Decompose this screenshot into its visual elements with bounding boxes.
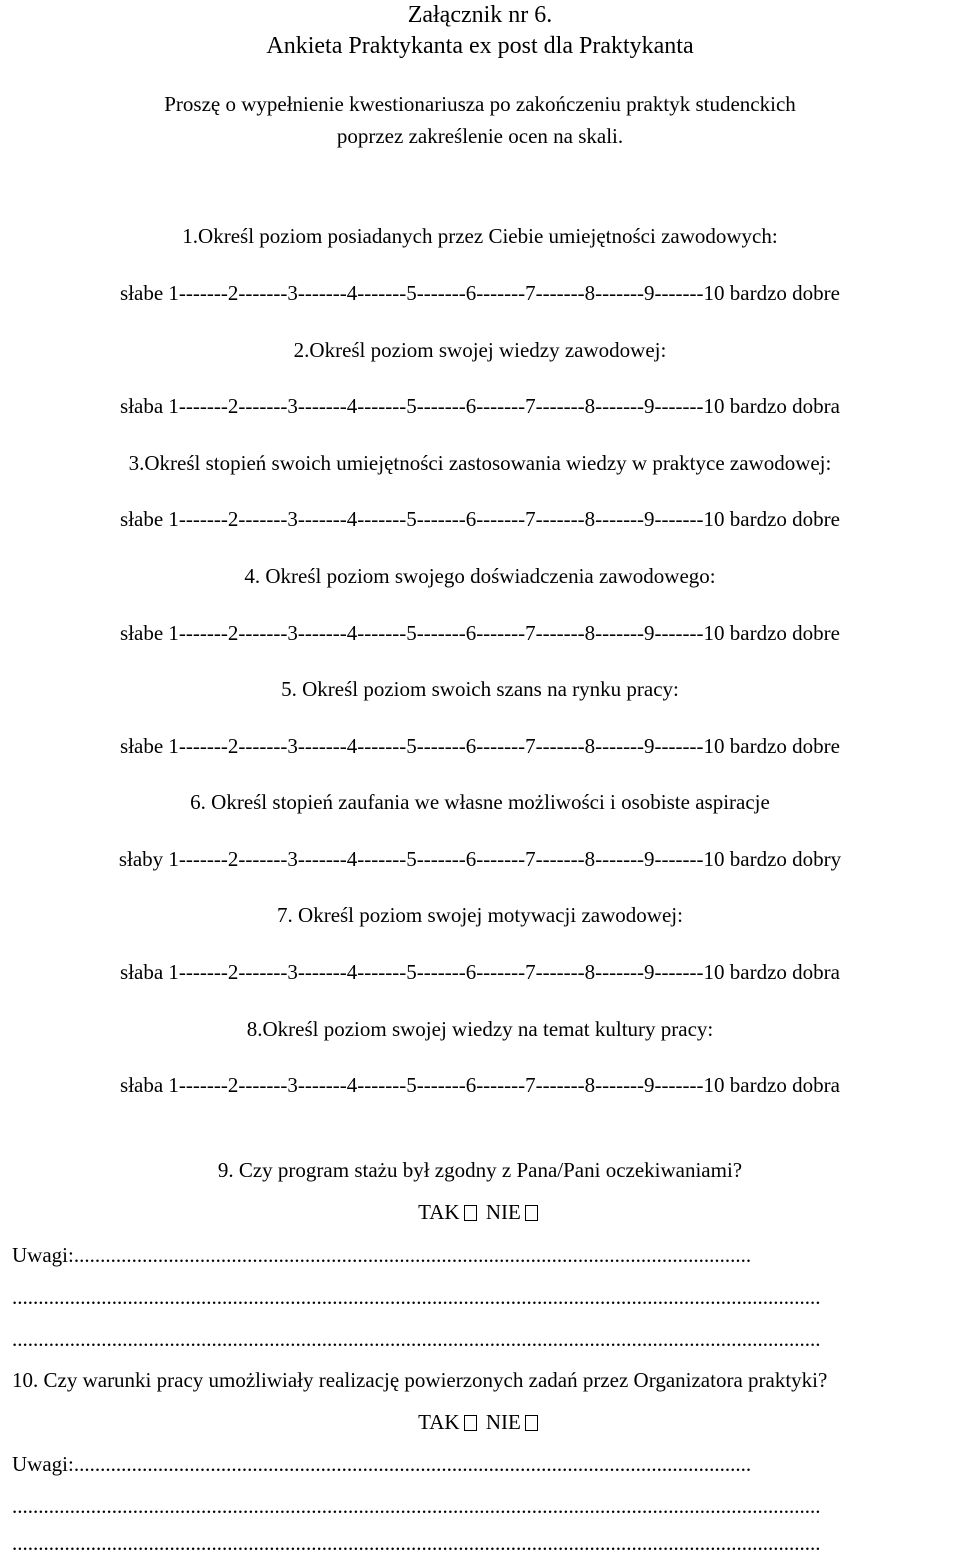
question-9-remarks-line-3[interactable]: .......................................................................................................................................................... xyxy=(12,1327,821,1351)
question-10-no-label: NIE xyxy=(485,1410,521,1434)
question-1-scale[interactable]: słabe 1-------2-------3-------4-------5-------6-------7-------8-------9-------10 bardzo dobre xyxy=(120,281,840,305)
question-10-remarks-line-2[interactable]: .......................................................................................................................................................... xyxy=(12,1494,821,1518)
question-10-yes-checkbox[interactable] xyxy=(464,1415,477,1431)
question-8-scale[interactable]: słaba 1-------2-------3-------4-------5-------6-------7-------8-------9-------10 bardzo dobra xyxy=(120,1073,840,1097)
question-4-text: 4. Określ poziom swojego doświadczenia zawodowego: xyxy=(244,564,716,588)
question-1-text: 1.Określ poziom posiadanych przez Ciebie umiejętności zawodowych: xyxy=(182,224,778,248)
question-6-text: 6. Określ stopień zaufania we własne możliwości i osobiste aspiracje xyxy=(190,790,770,814)
annex-label: Załącznik nr 6. xyxy=(407,2,553,28)
question-9-remarks-line-2[interactable]: .......................................................................................................................................................... xyxy=(12,1285,821,1309)
question-10-choices xyxy=(0,1409,960,1435)
question-5-scale[interactable]: słabe 1-------2-------3-------4-------5-------6-------7-------8-------9-------10 bardzo dobre xyxy=(120,734,840,758)
question-10-remarks-line-3[interactable]: .......................................................................................................................................................... xyxy=(12,1531,821,1555)
question-7-scale[interactable]: słaba 1-------2-------3-------4-------5-------6-------7-------8-------9-------10 bardzo dobra xyxy=(120,960,840,984)
question-3-scale[interactable]: słabe 1-------2-------3-------4-------5-------6-------7-------8-------9-------10 bardzo dobre xyxy=(120,507,840,531)
question-10-no-checkbox[interactable] xyxy=(525,1415,538,1431)
question-7-text: 7. Określ poziom swojej motywacji zawodowej: xyxy=(277,903,683,927)
question-2-scale[interactable]: słaba 1-------2-------3-------4-------5-------6-------7-------8-------9-------10 bardzo dobra xyxy=(120,394,840,418)
question-3-text: 3.Określ stopień swoich umiejętności zastosowania wiedzy w praktyce zawodowej: xyxy=(128,451,832,475)
question-9-remarks-field[interactable]: Uwagi:................................................................................................................................. xyxy=(12,1243,752,1267)
document-title: Ankieta Praktykanta ex post dla Praktykanta xyxy=(266,33,694,59)
question-9-yes-checkbox[interactable] xyxy=(464,1205,477,1221)
question-9-text: 9. Czy program stażu był zgodny z Pana/Pani oczekiwaniami? xyxy=(217,1158,743,1182)
intro-line-1: Proszę o wypełnienie kwestionariusza po zakończeniu praktyk studenckich xyxy=(164,92,796,116)
question-6-scale[interactable]: słaby 1-------2-------3-------4-------5-------6-------7-------8-------9-------10 bardzo dobry xyxy=(118,847,842,871)
question-10-yes-label: TAK xyxy=(418,1410,460,1434)
question-10-text: 10. Czy warunki pracy umożliwiały realizację powierzonych zadań przez Organizatora praktyki? xyxy=(12,1368,828,1392)
question-5-text: 5. Określ poziom swoich szans na rynku pracy: xyxy=(281,677,679,701)
question-9-no-checkbox[interactable] xyxy=(525,1205,538,1221)
question-9-choices xyxy=(0,1199,960,1225)
question-10-remarks-field[interactable]: Uwagi:................................................................................................................................. xyxy=(12,1452,752,1476)
question-9-yes-label: TAK xyxy=(418,1200,460,1224)
question-8-text: 8.Określ poziom swojej wiedzy na temat kultury pracy: xyxy=(246,1017,714,1041)
intro-line-2: poprzez zakreślenie ocen na skali. xyxy=(336,124,624,148)
question-2-text: 2.Określ poziom swojej wiedzy zawodowej: xyxy=(293,338,667,362)
question-4-scale[interactable]: słabe 1-------2-------3-------4-------5-------6-------7-------8-------9-------10 bardzo dobre xyxy=(120,621,840,645)
question-9-no-label: NIE xyxy=(485,1200,521,1224)
